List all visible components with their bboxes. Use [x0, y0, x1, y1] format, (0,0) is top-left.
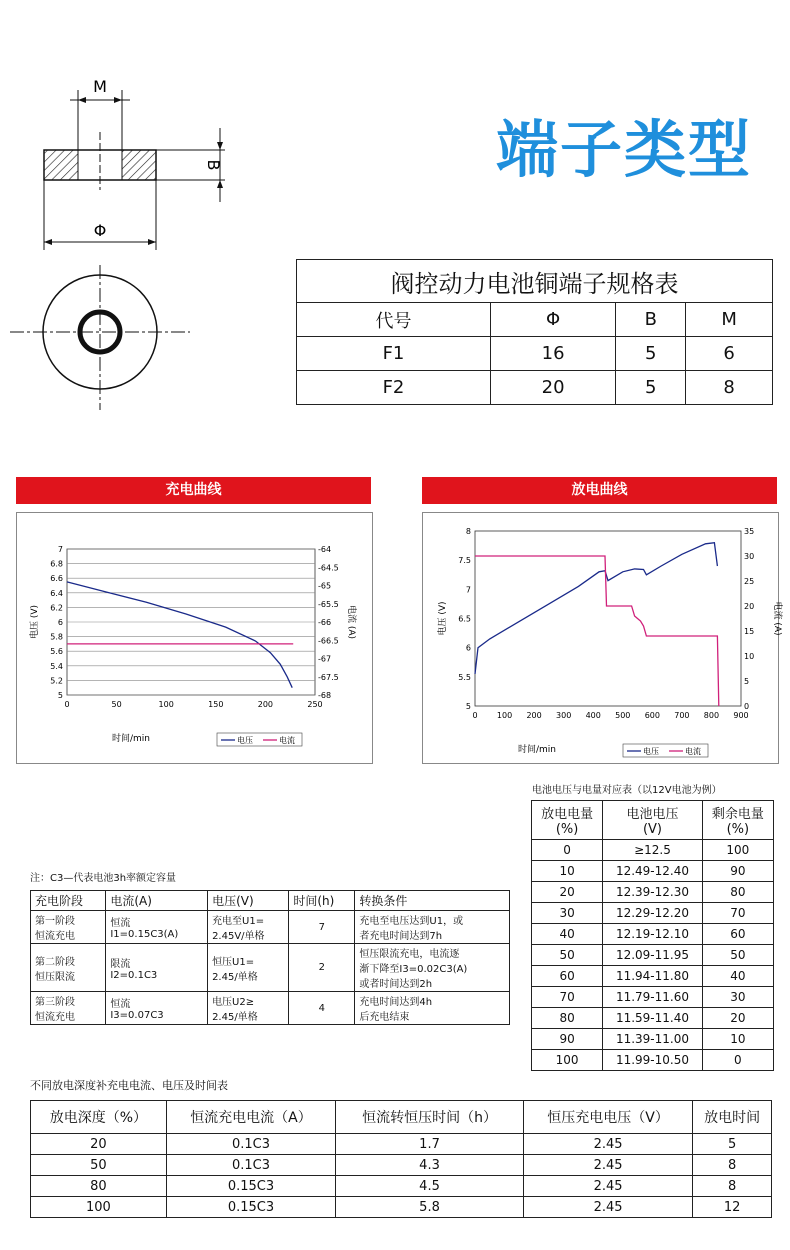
supplement-cell: 50 — [31, 1155, 167, 1176]
supplement-cell: 4.3 — [336, 1155, 524, 1176]
table-row — [31, 911, 510, 944]
discharge-chart-panel — [422, 512, 782, 764]
charge-stage-table — [30, 890, 510, 1025]
soc-cell: 50 — [532, 945, 603, 966]
table-row — [31, 944, 510, 992]
y-tick-label: 6.4 — [50, 588, 63, 598]
y2-tick-label: -64 — [318, 545, 332, 554]
table-row — [31, 1134, 772, 1155]
voltage-cell: 2.45/单格 — [212, 1012, 258, 1023]
supplement-cell: 2.45 — [523, 1197, 692, 1218]
table-row — [297, 371, 773, 405]
table-row — [31, 1155, 772, 1176]
stage-header: 转换条件 — [355, 891, 510, 911]
legend-label: 电压 — [237, 736, 253, 745]
table-row — [532, 987, 774, 1008]
spec-cell: F1 — [297, 337, 491, 371]
soc-header: 电池电压 — [626, 807, 679, 822]
supplement-cell: 0.15C3 — [166, 1197, 335, 1218]
y2-tick-label: -68 — [318, 691, 332, 700]
x-tick-label: 100 — [158, 700, 174, 709]
y-tick-label: 6.2 — [50, 603, 63, 613]
soc-header: (%) — [726, 822, 750, 837]
soc-cell: 100 — [532, 1050, 603, 1071]
y2-tick-label: -65 — [318, 581, 332, 591]
charge-note: 注：C3—代表电池3h率额定容量 — [30, 873, 177, 884]
voltage-cell: 充电至U1= — [212, 916, 265, 927]
table-row — [31, 1197, 772, 1218]
y2-tick-label: -67 — [318, 654, 332, 664]
soc-header: (V) — [642, 822, 662, 837]
soc-cell: 100 — [702, 840, 773, 861]
x-axis-label: 时间/min — [112, 734, 151, 744]
soc-cell: 30 — [702, 987, 773, 1008]
supplement-table — [30, 1100, 772, 1218]
supplement-cell: 5 — [693, 1134, 772, 1155]
y2-tick-label: -66.5 — [318, 636, 339, 646]
soc-cell: 80 — [702, 882, 773, 903]
y-tick-label: 6.8 — [50, 559, 63, 569]
x-tick-label: 600 — [644, 711, 660, 720]
supplement-cell: 0.15C3 — [166, 1176, 335, 1197]
y-tick-label: 5.2 — [50, 676, 63, 686]
soc-cell: 11.59-11.40 — [603, 1008, 703, 1029]
condition-cell: 充电至电压达到U1，或 — [359, 916, 464, 927]
soc-cell: 11.99-10.50 — [603, 1050, 703, 1071]
y2-axis-label: 电流 (A) — [346, 604, 356, 640]
stage-header: 电流(A) — [106, 891, 208, 911]
supplement-cell: 2.45 — [523, 1176, 692, 1197]
supplement-cell: 5.8 — [336, 1197, 524, 1218]
y-tick-label: 6.6 — [50, 574, 63, 584]
soc-cell: 60 — [532, 966, 603, 987]
current-cell: 限流 — [110, 958, 131, 970]
x-tick-label: 250 — [307, 700, 323, 709]
legend-label: 电流 — [685, 747, 701, 756]
supplement-cell: 100 — [31, 1197, 167, 1218]
x-tick-label: 800 — [703, 711, 720, 720]
y-tick-label: 8 — [465, 527, 471, 536]
soc-cell: 12.39-12.30 — [603, 882, 703, 903]
x-axis-label: 时间/min — [518, 745, 557, 755]
supplement-header: 放电深度（%） — [31, 1101, 167, 1134]
spec-cell: F2 — [297, 371, 491, 405]
x-tick-label: 200 — [526, 711, 542, 720]
condition-cell: 恒压限流充电，电流逐 — [359, 949, 460, 960]
time-cell: 2 — [289, 944, 355, 992]
soc-cell: 11.94-11.80 — [603, 966, 703, 987]
stage-header: 电压(V) — [208, 891, 289, 911]
soc-caption: 电池电压与电量对应表（以12V电池为例） — [532, 785, 722, 796]
soc-cell: 40 — [532, 924, 603, 945]
spec-cell: 6 — [686, 337, 773, 371]
voltage-cell: 2.45/单格 — [212, 971, 258, 983]
soc-table — [531, 800, 774, 1071]
y2-axis-label: 电流 (A) — [772, 601, 782, 636]
spec-header: M — [686, 303, 773, 337]
y-axis-label: 电压 (V) — [438, 601, 448, 636]
soc-cell: 12.19-12.10 — [603, 924, 703, 945]
supplement-cell: 12 — [693, 1197, 772, 1218]
x-tick-label: 900 — [733, 711, 749, 720]
soc-cell: 20 — [702, 1008, 773, 1029]
supplement-header: 恒流转恒压时间（h） — [336, 1101, 524, 1134]
condition-cell: 渐下降至I3=0.02C3(A) — [359, 964, 468, 975]
supplement-caption: 不同放电深度补充电电流、电压及时间表 — [30, 1079, 228, 1092]
table-row — [532, 882, 774, 903]
supplement-header: 恒流充电电流（A） — [166, 1101, 335, 1134]
x-tick-label: 300 — [556, 711, 572, 720]
soc-cell: 12.09-11.95 — [603, 945, 703, 966]
series-line-voltage — [67, 582, 292, 688]
table-row — [532, 903, 774, 924]
spec-table — [296, 259, 773, 405]
y2-tick-label: 10 — [744, 652, 755, 661]
spec-cell: 5 — [616, 337, 686, 371]
supplement-cell: 8 — [693, 1176, 772, 1197]
current-cell: I1=0.15C3(A) — [110, 929, 179, 940]
soc-cell: 11.79-11.60 — [603, 987, 703, 1008]
supplement-header: 恒压充电电压（V） — [523, 1101, 692, 1134]
soc-cell: 10 — [532, 861, 603, 882]
soc-cell: 60 — [702, 924, 773, 945]
voltage-cell: 恒压U1= — [212, 956, 255, 968]
table-row — [532, 840, 774, 861]
y-tick-label: 6 — [465, 643, 471, 653]
y2-tick-label: 15 — [744, 627, 755, 636]
spec-cell: 8 — [686, 371, 773, 405]
y2-tick-label: 20 — [744, 602, 755, 611]
table-row — [31, 1176, 772, 1197]
dim-b-label: B — [204, 159, 223, 171]
soc-cell: 70 — [532, 987, 603, 1008]
soc-cell: 80 — [532, 1008, 603, 1029]
spec-cell: 5 — [616, 371, 686, 405]
soc-cell: 12.49-12.40 — [603, 861, 703, 882]
stage-header: 时间(h) — [289, 891, 355, 911]
discharge-chart — [423, 513, 782, 763]
x-tick-label: 0 — [472, 711, 478, 720]
supplement-cell: 0.1C3 — [166, 1134, 335, 1155]
y-tick-label: 7 — [57, 545, 63, 554]
soc-cell: 40 — [702, 966, 773, 987]
table-row — [297, 337, 773, 371]
y2-tick-label: 5 — [744, 677, 750, 686]
charge-chart — [17, 513, 372, 763]
condition-cell: 者充电时间达到7h — [359, 931, 443, 942]
supplement-cell: 80 — [31, 1176, 167, 1197]
soc-cell: 12.29-12.20 — [603, 903, 703, 924]
current-cell: 恒流 — [110, 999, 131, 1010]
spec-cell: 16 — [490, 337, 615, 371]
y2-tick-label: 35 — [744, 527, 755, 536]
soc-header: 剩余电量 — [711, 807, 764, 822]
y-tick-label: 5 — [57, 691, 63, 700]
time-cell: 4 — [289, 992, 355, 1025]
x-tick-label: 0 — [64, 700, 70, 709]
soc-cell: 90 — [702, 861, 773, 882]
stage-header: 充电阶段 — [31, 891, 106, 911]
supplement-cell: 2.45 — [523, 1134, 692, 1155]
time-cell: 7 — [289, 911, 355, 944]
soc-cell: 30 — [532, 903, 603, 924]
table-row — [532, 945, 774, 966]
y-tick-label: 5 — [465, 702, 471, 711]
series-line-current — [475, 556, 719, 706]
supplement-cell: 20 — [31, 1134, 167, 1155]
current-cell: I2=0.1C3 — [110, 969, 158, 981]
table-row — [532, 924, 774, 945]
supplement-cell: 4.5 — [336, 1176, 524, 1197]
supplement-cell: 0.1C3 — [166, 1155, 335, 1176]
discharge-chart-header: 放电曲线 — [422, 477, 777, 504]
y-tick-label: 6.5 — [458, 614, 471, 624]
spec-header: Φ — [490, 303, 615, 337]
y2-tick-label: 0 — [744, 702, 750, 711]
supplement-header: 放电时间 — [693, 1101, 772, 1134]
soc-header: 放电电量 — [541, 807, 594, 822]
dim-m-label: M — [93, 77, 107, 96]
y2-tick-label: -65.5 — [318, 599, 339, 609]
y2-tick-label: -66 — [318, 618, 332, 627]
stage-cell: 恒压限流 — [35, 971, 75, 983]
soc-cell: 0 — [532, 840, 603, 861]
soc-cell: 20 — [532, 882, 603, 903]
stage-cell: 第二阶段 — [35, 956, 75, 968]
legend-label: 电压 — [643, 747, 659, 756]
spec-table-caption: 阀控动力电池铜端子规格表 — [297, 260, 773, 303]
plot-frame — [475, 531, 741, 706]
soc-cell: 0 — [702, 1050, 773, 1071]
current-cell: 恒流 — [110, 918, 131, 929]
condition-cell: 或者时间达到2h — [359, 979, 433, 990]
y-tick-label: 7.5 — [458, 556, 471, 566]
series-line-voltage — [475, 543, 717, 674]
spec-cell: 20 — [490, 371, 615, 405]
charge-chart-panel — [16, 512, 373, 764]
y-tick-label: 5.8 — [50, 632, 63, 642]
voltage-cell: 2.45V/单格 — [212, 931, 265, 942]
table-row — [532, 966, 774, 987]
condition-cell: 充电时间达到4h — [359, 997, 433, 1008]
supplement-cell: 1.7 — [336, 1134, 524, 1155]
soc-header: (%) — [555, 822, 579, 837]
stage-cell: 第三阶段 — [35, 997, 75, 1008]
soc-cell: 11.39-11.00 — [603, 1029, 703, 1050]
x-tick-label: 700 — [674, 711, 690, 720]
supplement-cell: 8 — [693, 1155, 772, 1176]
y-tick-label: 5.5 — [458, 672, 471, 682]
soc-cell: ≥12.5 — [603, 840, 703, 861]
x-tick-label: 200 — [257, 700, 274, 709]
y2-tick-label: 30 — [744, 552, 755, 561]
table-row — [532, 1008, 774, 1029]
x-tick-label: 150 — [208, 700, 224, 709]
y2-tick-label: 25 — [744, 577, 755, 586]
condition-cell: 后充电结束 — [359, 1012, 410, 1023]
soc-cell: 70 — [702, 903, 773, 924]
table-row — [532, 861, 774, 882]
stage-cell: 恒流充电 — [35, 1012, 75, 1023]
terminal-drawing — [0, 70, 240, 430]
spec-header: B — [616, 303, 686, 337]
table-row — [31, 992, 510, 1025]
table-row — [532, 1029, 774, 1050]
dim-phi-label: Φ — [93, 221, 107, 240]
charge-chart-header: 充电曲线 — [16, 477, 371, 504]
soc-cell: 10 — [702, 1029, 773, 1050]
soc-cell: 50 — [702, 945, 773, 966]
y-tick-label: 7 — [465, 585, 471, 595]
y2-tick-label: -67.5 — [318, 672, 339, 682]
x-tick-label: 400 — [585, 711, 601, 720]
y-axis-label: 电压 (V) — [30, 604, 40, 640]
voltage-cell: 电压U2≥ — [212, 997, 255, 1008]
spec-header: 代号 — [297, 303, 491, 337]
stage-cell: 第一阶段 — [35, 916, 75, 927]
x-tick-label: 50 — [111, 700, 122, 709]
x-tick-label: 500 — [615, 711, 631, 720]
x-tick-label: 100 — [496, 711, 513, 720]
supplement-cell: 2.45 — [523, 1155, 692, 1176]
current-cell: I3=0.07C3 — [110, 1010, 164, 1021]
page-title: 端子类型 — [496, 113, 753, 186]
y-tick-label: 6 — [57, 618, 63, 627]
soc-cell: 90 — [532, 1029, 603, 1050]
y-tick-label: 5.6 — [50, 647, 63, 657]
stage-cell: 恒流充电 — [35, 931, 75, 942]
y2-tick-label: -64.5 — [318, 563, 339, 573]
legend-label: 电流 — [279, 736, 295, 745]
y-tick-label: 5.4 — [50, 661, 63, 671]
table-row — [532, 1050, 774, 1071]
